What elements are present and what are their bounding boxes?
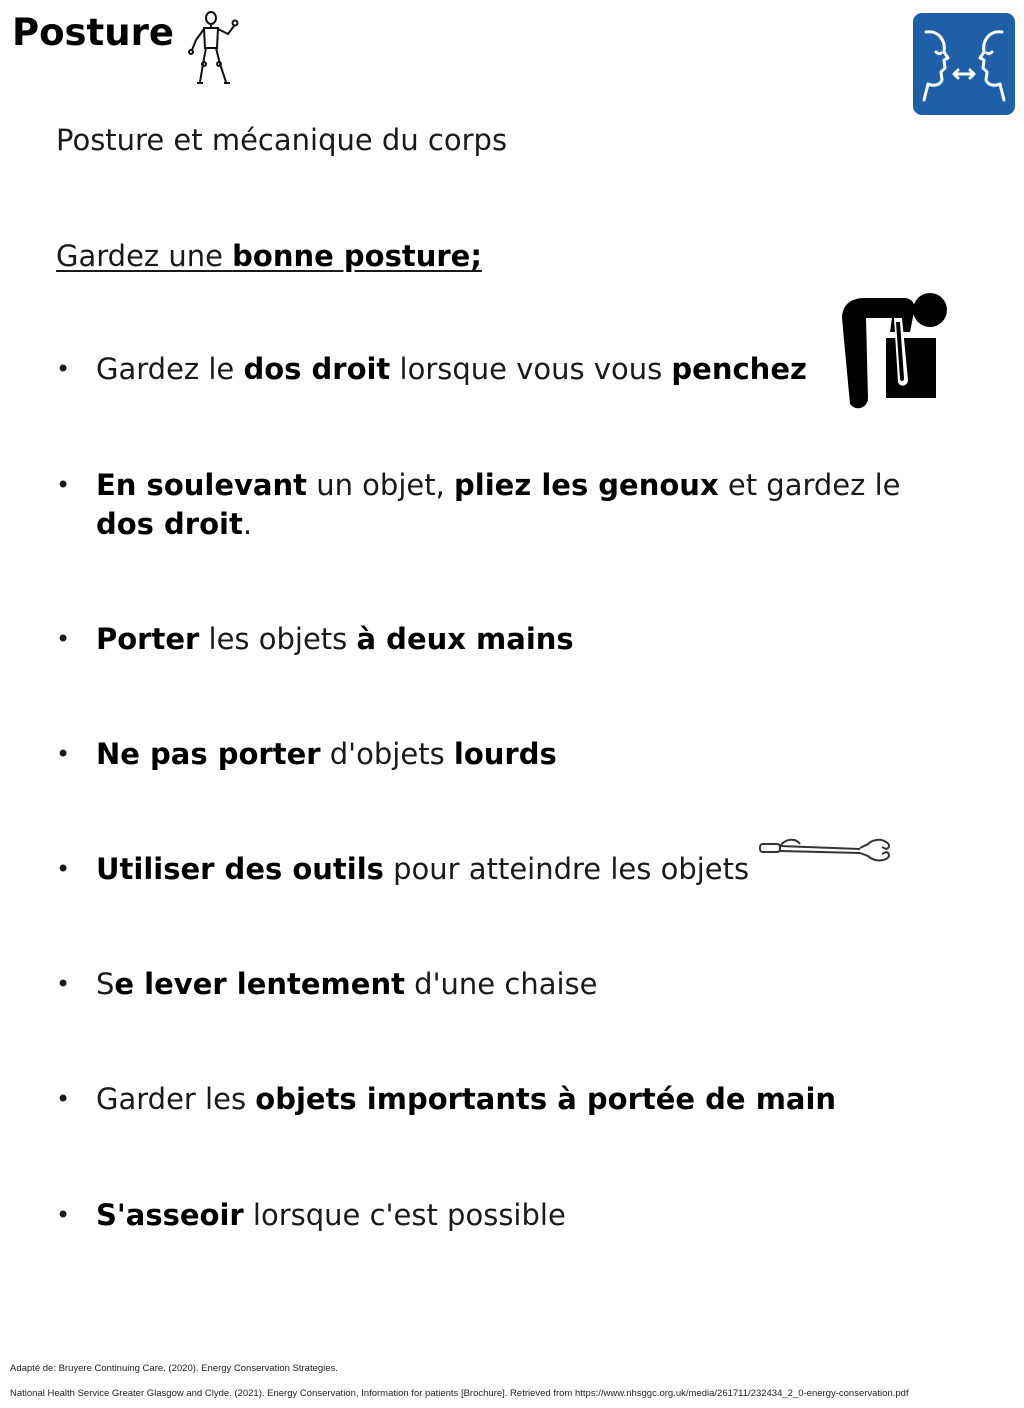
section-heading-bold: bonne posture; bbox=[232, 239, 482, 273]
list-item-text bbox=[96, 350, 906, 389]
list-item bbox=[56, 1196, 906, 1235]
bullet-dot: • bbox=[56, 471, 71, 499]
document-subtitle: Posture et mécanique du corps bbox=[56, 123, 508, 157]
bold-text: lourds bbox=[453, 737, 557, 771]
text-run: . bbox=[242, 507, 253, 541]
bold-text: penchez bbox=[671, 352, 807, 386]
text-run: Gardez le bbox=[96, 352, 244, 386]
text-run: les objets bbox=[199, 622, 357, 656]
bold-text: Ne pas porter bbox=[96, 737, 321, 771]
text-run: un objet, bbox=[306, 468, 455, 502]
list-item bbox=[56, 735, 906, 774]
section-heading bbox=[56, 236, 482, 276]
list-item-text bbox=[96, 466, 906, 544]
bold-text: Porter bbox=[96, 622, 200, 656]
bold-text: dos droit bbox=[96, 507, 243, 541]
bullet-dot: • bbox=[56, 970, 71, 998]
list-item bbox=[56, 620, 906, 659]
mannequin-icon bbox=[184, 10, 244, 88]
footer-citation-nhs: National Health Service Greater Glasgow and Clyde. (2021). Energy Conservation, Information for patients [Brochure]. Retrieved from https://www.nhsggc.org.uk/media/261711/232434_2_0-energy-conservation.pdf bbox=[10, 1388, 909, 1399]
page-title: Posture bbox=[12, 11, 174, 54]
list-item-text bbox=[96, 620, 906, 659]
reacher-grabber-icon bbox=[756, 832, 896, 868]
list-item bbox=[56, 965, 906, 1004]
bold-text: e lever lentement bbox=[114, 967, 405, 1001]
bold-text: dos droit bbox=[243, 352, 391, 386]
bold-text: En soulevant bbox=[96, 468, 307, 502]
bold-text: S'asseoir bbox=[96, 1198, 244, 1232]
bending-person-icon bbox=[834, 288, 952, 414]
text-run: et gardez le bbox=[718, 468, 901, 502]
list-item-text bbox=[96, 1080, 906, 1119]
list-item bbox=[56, 1080, 906, 1119]
text-run: pour atteindre les objets bbox=[383, 852, 750, 886]
bold-text: Utiliser des outils bbox=[96, 852, 384, 886]
list-item bbox=[56, 350, 906, 389]
text-run: lorsque c'est possible bbox=[243, 1198, 566, 1232]
communication-faces-icon bbox=[912, 12, 1016, 116]
bold-text: à deux mains bbox=[356, 622, 574, 656]
section-heading-plain: Gardez une bbox=[56, 239, 233, 273]
text-run: d'objets bbox=[320, 737, 454, 771]
list-item-text bbox=[96, 1196, 906, 1235]
bold-text: pliez les genoux bbox=[454, 468, 719, 502]
text-run: Garder les bbox=[96, 1082, 256, 1116]
bullet-dot: • bbox=[56, 625, 71, 653]
list-item-text bbox=[96, 965, 906, 1004]
bullet-dot: • bbox=[56, 355, 71, 383]
list-item bbox=[56, 466, 906, 544]
text-run: d'une chaise bbox=[404, 967, 598, 1001]
footer-citation-adapted: Adapté de: Bruyere Continuing Care. (2020). Energy Conservation Strategies. bbox=[10, 1363, 338, 1374]
bullet-dot: • bbox=[56, 1085, 71, 1113]
bullet-dot: • bbox=[56, 740, 71, 768]
bullet-dot: • bbox=[56, 855, 71, 883]
bold-text: objets importants à portée de main bbox=[255, 1082, 837, 1116]
text-run: lorsque vous vous bbox=[390, 352, 672, 386]
bullet-dot: • bbox=[56, 1201, 71, 1229]
list-item-text bbox=[96, 735, 906, 774]
text-run: S bbox=[96, 967, 115, 1001]
